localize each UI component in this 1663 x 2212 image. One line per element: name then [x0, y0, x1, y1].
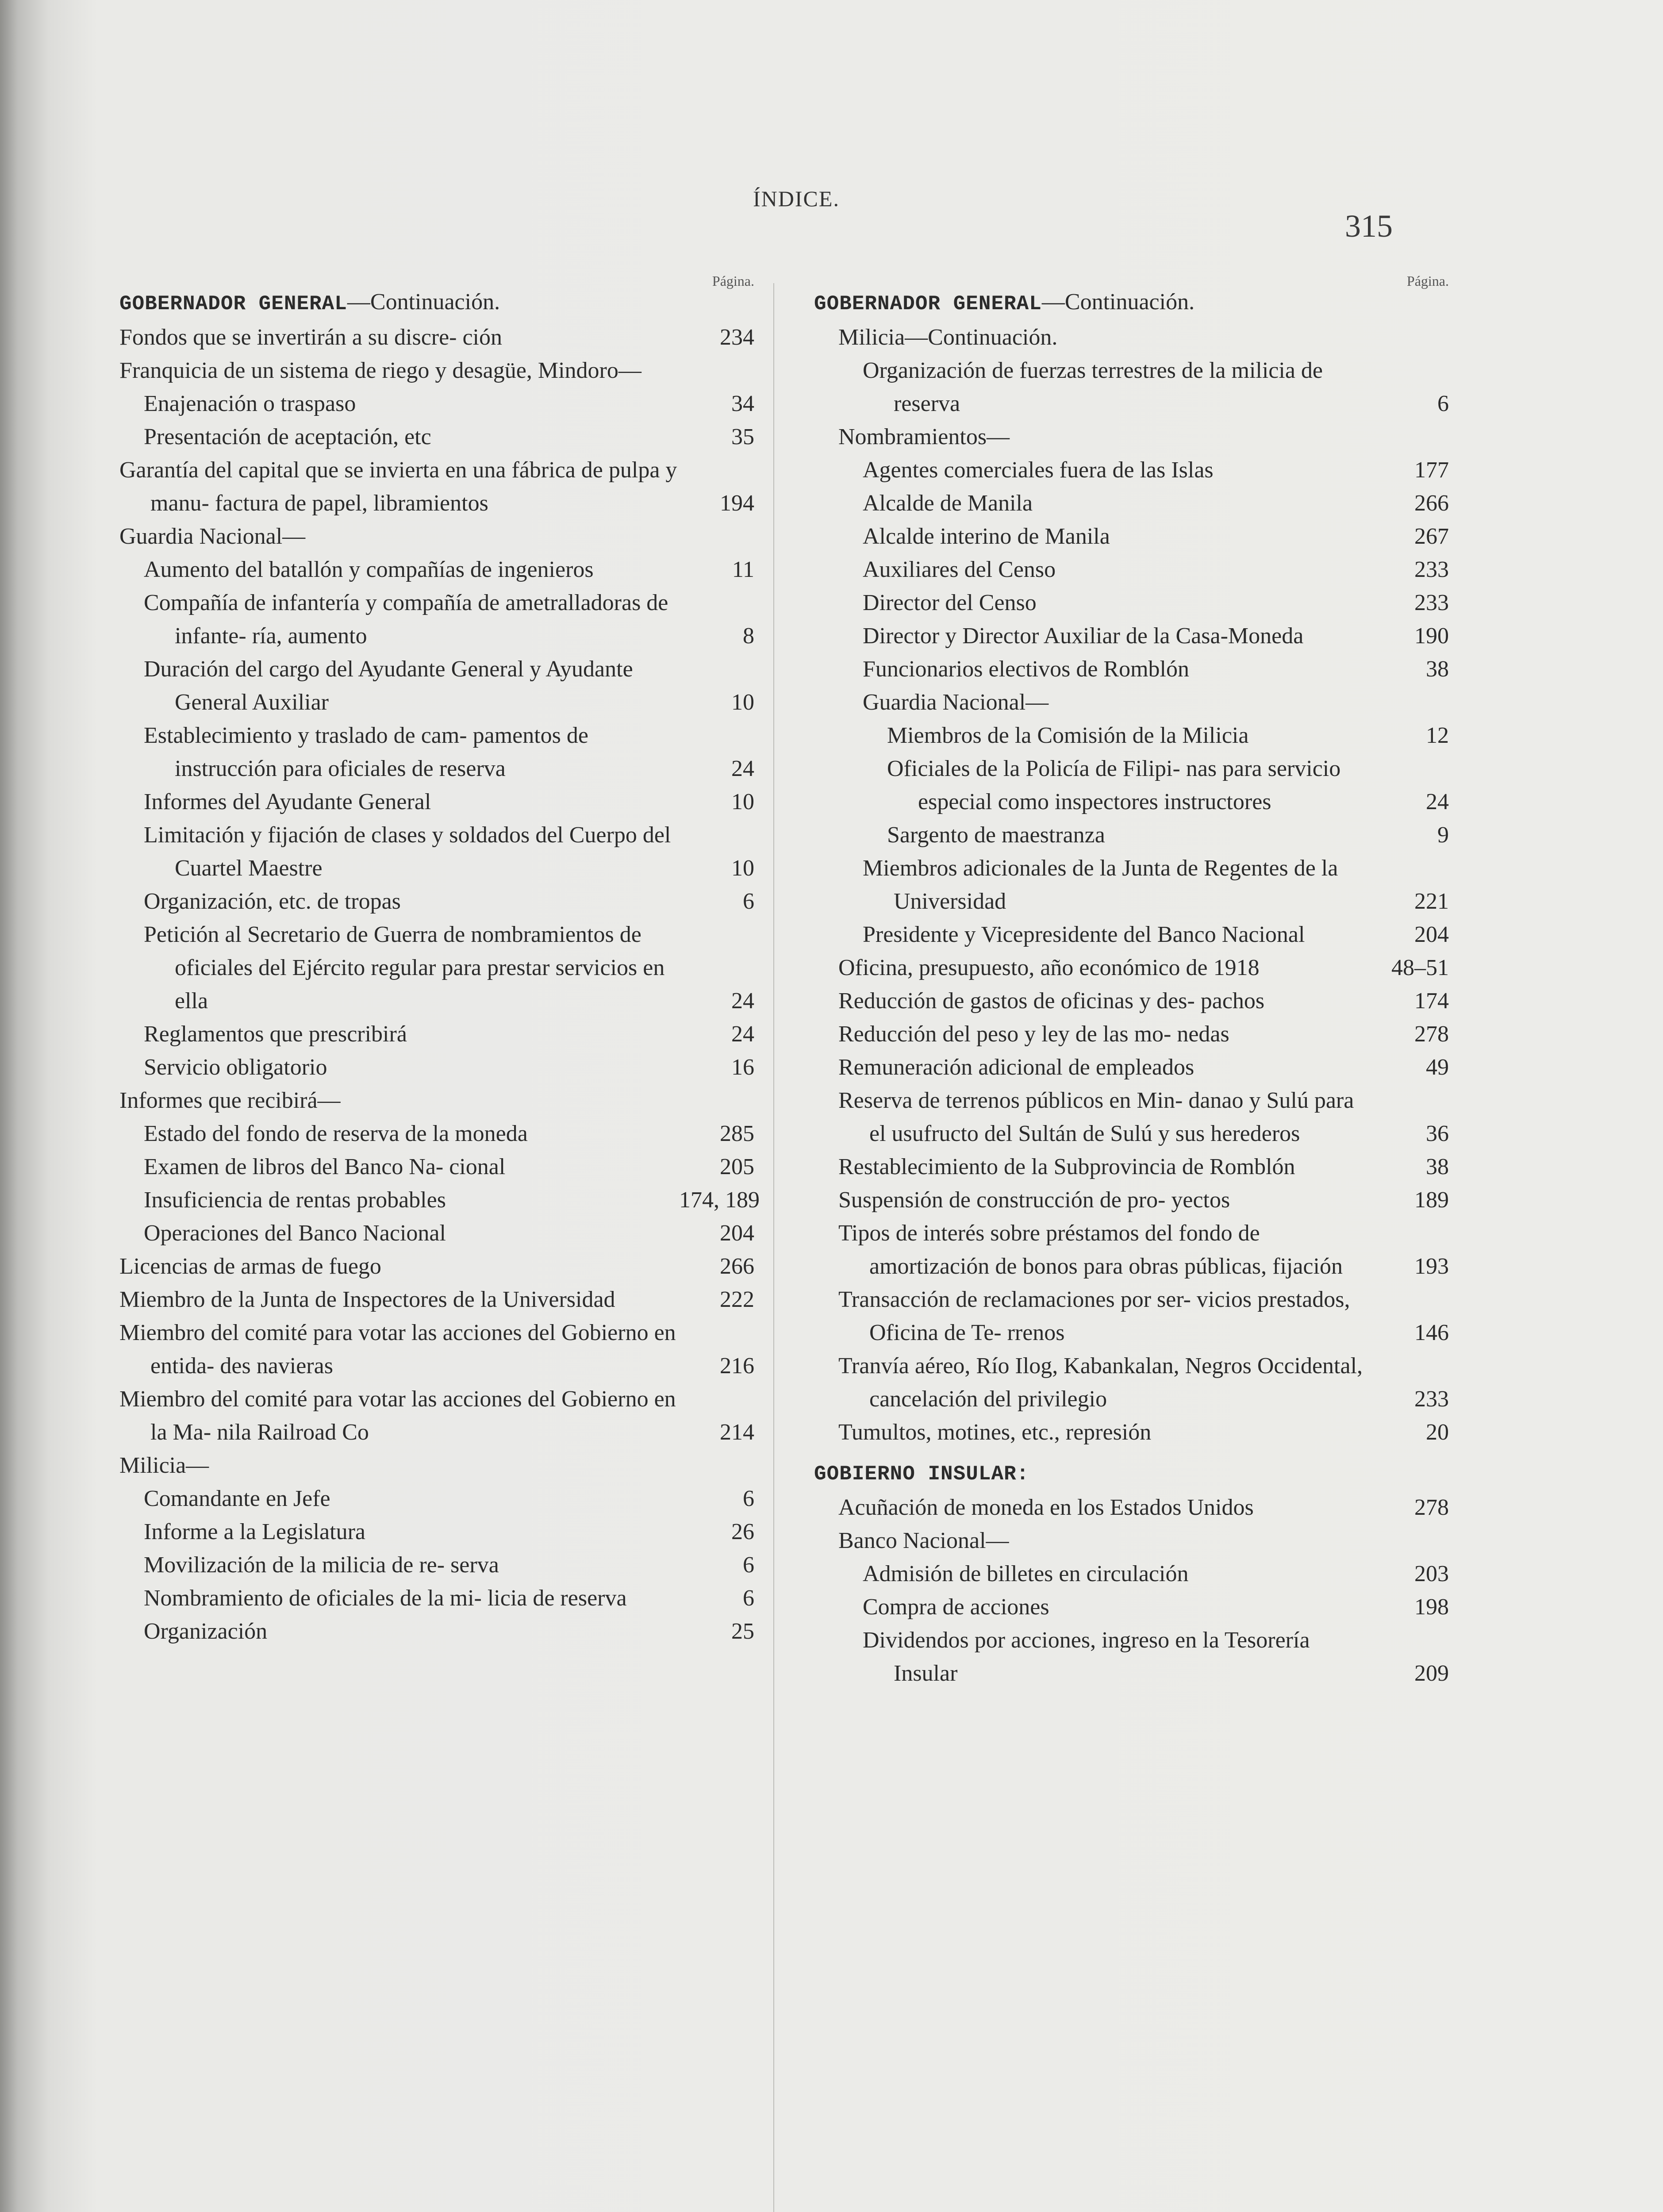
- index-entry-text: Movilización de la milicia de re- serva: [144, 1552, 499, 1578]
- page-number: 315: [1345, 208, 1393, 244]
- index-entry-page: 278: [1414, 1022, 1449, 1047]
- index-entry: [814, 453, 1449, 487]
- index-entry: [814, 1524, 1449, 1557]
- index-entry-text: Admisión de billetes en circulación: [863, 1561, 1189, 1586]
- index-entry-text: Reglamentos que prescribirá: [144, 1022, 407, 1047]
- index-entry-text: Reducción de gastos de oficinas y des- pachos: [838, 988, 1265, 1014]
- index-column-right: [814, 261, 1449, 1690]
- index-entry-page: 10: [731, 789, 754, 814]
- index-entry-text: Milicia—Continuación.: [838, 325, 1058, 350]
- index-entry-page: 174, 189: [679, 1187, 760, 1213]
- index-entry-page: 216: [720, 1353, 754, 1379]
- index-entry: [119, 1084, 754, 1117]
- index-entry: [119, 1382, 754, 1449]
- index-entry-text: Alcalde interino de Manila: [863, 524, 1110, 549]
- index-entry-page: 266: [720, 1254, 754, 1279]
- index-entry: [119, 653, 754, 719]
- index-entry-text: Alcalde de Manila: [863, 491, 1033, 516]
- index-entry-text: Fondos que se invertirán a su discre- ción: [119, 325, 503, 350]
- index-entry-text: Director y Director Auxiliar de la Casa-Moneda: [863, 623, 1304, 649]
- index-entry-text: Compra de acciones: [863, 1594, 1049, 1620]
- index-entry: [814, 951, 1449, 984]
- index-entry-text: Sargento de maestranza: [887, 822, 1105, 848]
- index-entry-page: 24: [1426, 789, 1449, 814]
- index-entry-page: 9: [1437, 822, 1449, 848]
- index-entry-page: 11: [732, 557, 754, 582]
- index-entry-text: Tranvía aéreo, Río Ilog, Kabankalan, Negros Occidental, cancelación del privilegio: [838, 1353, 1363, 1412]
- index-entry: [814, 1084, 1449, 1150]
- continuation-note: —Continuación.: [1041, 289, 1195, 315]
- index-entry-text: Presidente y Vicepresidente del Banco Nacional: [863, 922, 1305, 947]
- index-entry-text: Examen de libros del Banco Na- cional: [144, 1154, 506, 1179]
- index-entry-page: 174: [1414, 988, 1449, 1014]
- section-heading-text: GOBIERNO INSULAR:: [814, 1463, 1029, 1486]
- index-entry-page: 221: [1414, 889, 1449, 914]
- pagina-column-label: Página.: [712, 273, 754, 289]
- index-entry: [814, 1150, 1449, 1183]
- index-entry-text: Garantía del capital que se invierta en una fábrica de pulpa y manu- factura de papel, libramientos: [119, 457, 677, 516]
- index-entry-text: Miembros adicionales de la Junta de Regentes de la Universidad: [863, 856, 1338, 914]
- index-entry-text: Informes que recibirá—: [119, 1088, 341, 1113]
- index-entry-page: 146: [1414, 1320, 1449, 1345]
- index-entry-page: 278: [1414, 1495, 1449, 1520]
- index-entry: [814, 1018, 1449, 1051]
- index-entry: [814, 619, 1449, 653]
- index-entry: [119, 1515, 754, 1548]
- index-entry-text: Organización: [144, 1619, 268, 1644]
- index-entry: [119, 1250, 754, 1283]
- index-entry-text: Banco Nacional—: [838, 1528, 1009, 1553]
- index-entry-text: Transacción de reclamaciones por ser- vicios prestados, Oficina de Te- rrenos: [838, 1287, 1350, 1345]
- index-entry-text: Enajenación o traspaso: [144, 391, 356, 416]
- index-entry-page: 194: [720, 491, 754, 516]
- index-entry-text: Director del Censo: [863, 590, 1037, 615]
- index-entry-page: 26: [731, 1519, 754, 1544]
- index-entry-text: Establecimiento y traslado de cam- pamentos de instrucción para oficiales de reserva: [144, 723, 588, 781]
- index-entry-text: Tumultos, motines, etc., represión: [838, 1420, 1152, 1445]
- index-entry-page: 177: [1414, 457, 1449, 483]
- index-entry-text: Informe a la Legislatura: [144, 1519, 365, 1544]
- index-entry: [119, 1482, 754, 1515]
- index-entry-page: 38: [1426, 657, 1449, 682]
- index-entry-page: 198: [1414, 1594, 1449, 1620]
- index-entry-text: Comandante en Jefe: [144, 1486, 330, 1511]
- index-entry: [814, 1217, 1449, 1283]
- index-entry-page: 38: [1426, 1154, 1449, 1179]
- index-entry-text: Miembros de la Comisión de la Milicia: [887, 723, 1249, 748]
- index-entry-page: 204: [720, 1221, 754, 1246]
- index-entry-page: 6: [743, 1552, 754, 1578]
- index-entry: [119, 420, 754, 453]
- index-entry: [119, 1283, 754, 1316]
- index-entry-text: Tipos de interés sobre préstamos del fondo de amortización de bonos para obras públicas, fijación: [838, 1221, 1343, 1279]
- index-entry-text: Remuneración adicional de empleados: [838, 1055, 1194, 1080]
- index-entry-page: 6: [1437, 391, 1449, 416]
- index-entry-text: Informes del Ayudante General: [144, 789, 431, 814]
- index-entry-page: 6: [743, 1486, 754, 1511]
- continuation-note: —Continuación.: [347, 289, 500, 315]
- index-entry: [119, 818, 754, 885]
- index-entry-page: 233: [1414, 557, 1449, 582]
- index-entry: [119, 1449, 754, 1482]
- index-entry: [814, 1183, 1449, 1217]
- index-entry-page: 205: [720, 1154, 754, 1179]
- index-entry: [119, 918, 754, 1018]
- index-entry-page: 189: [1414, 1187, 1449, 1213]
- index-entry: [119, 885, 754, 918]
- index-entry: [119, 1051, 754, 1084]
- index-entry-page: 36: [1426, 1121, 1449, 1146]
- index-entry-page: 10: [731, 690, 754, 715]
- index-entry-text: Estado del fondo de reserva de la moneda: [144, 1121, 528, 1146]
- index-entry-text: Agentes comerciales fuera de las Islas: [863, 457, 1214, 483]
- index-entry: [814, 1491, 1449, 1524]
- section-heading-text: GOBERNADOR GENERAL: [814, 292, 1042, 315]
- index-entry: [119, 1316, 754, 1382]
- index-entry-text: Guardia Nacional—: [863, 690, 1049, 715]
- index-entry-text: Guardia Nacional—: [119, 524, 306, 549]
- index-entry-text: Reserva de terrenos públicos en Min- danao y Sulú para el usufructo del Sultán de Sulú y sus herederos: [838, 1088, 1354, 1146]
- index-entry: [814, 1051, 1449, 1084]
- index-entry: [119, 354, 754, 387]
- index-entry-text: Servicio obligatorio: [144, 1055, 327, 1080]
- index-entry-text: Organización, etc. de tropas: [144, 889, 401, 914]
- index-entry: [814, 1283, 1449, 1349]
- index-entry-page: 233: [1414, 590, 1449, 615]
- page-title: ÍNDICE.: [753, 186, 840, 211]
- index-entry-text: Oficina, presupuesto, año económico de 1918: [838, 955, 1260, 980]
- index-entry: [814, 984, 1449, 1018]
- index-entry: [119, 1217, 754, 1250]
- index-entry: [119, 586, 754, 653]
- index-entry-text: Dividendos por acciones, ingreso en la Tesorería Insular: [863, 1628, 1310, 1686]
- index-entry: [814, 818, 1449, 852]
- index-entry: [119, 719, 754, 785]
- index-entry: [119, 1117, 754, 1150]
- index-entry: [119, 553, 754, 586]
- index-entry-text: Acuñación de moneda en los Estados Unidos: [838, 1495, 1254, 1520]
- index-entry: [814, 487, 1449, 520]
- index-entry-page: 285: [720, 1121, 754, 1146]
- index-entry-page: 193: [1414, 1254, 1449, 1279]
- index-entry-page: 35: [731, 424, 754, 449]
- index-entry-text: Reducción del peso y ley de las mo- nedas: [838, 1022, 1229, 1047]
- index-entry: [119, 387, 754, 420]
- index-entry-text: Miembro de la Junta de Inspectores de la Universidad: [119, 1287, 615, 1312]
- index-entry: [119, 321, 754, 354]
- index-entry-text: Operaciones del Banco Nacional: [144, 1221, 446, 1246]
- index-entry-page: 203: [1414, 1561, 1449, 1586]
- index-entry-text: Milicia—: [119, 1453, 209, 1478]
- index-entry: [119, 1615, 754, 1648]
- index-entry: [119, 1548, 754, 1582]
- index-entry: [814, 686, 1449, 719]
- index-entry-text: Miembro del comité para votar las acciones del Gobierno en entida- des navieras: [119, 1320, 676, 1379]
- index-entry-text: Organización de fuerzas terrestres de la milicia de reserva: [863, 358, 1323, 416]
- index-entry: [814, 1624, 1449, 1690]
- index-entry-text: Insuficiencia de rentas probables: [144, 1187, 446, 1213]
- index-entry-page: 222: [720, 1287, 754, 1312]
- index-entry-page: 34: [731, 391, 754, 416]
- index-entry-page: 6: [743, 1586, 754, 1611]
- index-entry-text: Licencias de armas de fuego: [119, 1254, 381, 1279]
- index-entry: [119, 453, 754, 520]
- index-entry: [814, 420, 1449, 453]
- index-entry-page: 6: [743, 889, 754, 914]
- index-entry-text: Franquicia de un sistema de riego y desagüe, Mindoro—: [119, 358, 641, 383]
- index-entry-text: Oficiales de la Policía de Filipi- nas para servicio especial como inspectores instructores: [887, 756, 1341, 814]
- index-entry-page: 10: [731, 856, 754, 881]
- section-heading: [119, 285, 754, 321]
- index-entry: [814, 653, 1449, 686]
- index-entry-page: 266: [1414, 491, 1449, 516]
- index-entry-text: Petición al Secretario de Guerra de nombramientos de oficiales del Ejército regular para prestar servicios en ella: [144, 922, 665, 1014]
- index-entry-page: 24: [731, 988, 754, 1014]
- index-entry: [814, 1349, 1449, 1416]
- index-entry-text: Auxiliares del Censo: [863, 557, 1056, 582]
- index-entry: [814, 719, 1449, 752]
- index-entry-page: 190: [1414, 623, 1449, 649]
- section-heading: [814, 285, 1449, 321]
- index-entry: [814, 553, 1449, 586]
- index-entry: [814, 520, 1449, 553]
- index-entry: [119, 1150, 754, 1183]
- column-divider: [773, 283, 774, 2212]
- index-entry-page: 209: [1414, 1661, 1449, 1686]
- index-entry: [814, 918, 1449, 951]
- index-entry-page: 12: [1426, 723, 1449, 748]
- index-entry: [814, 1416, 1449, 1449]
- index-entry: [119, 520, 754, 553]
- index-entry-text: Restablecimiento de la Subprovincia de Romblón: [838, 1154, 1295, 1179]
- index-entry-page: 49: [1426, 1055, 1449, 1080]
- index-entry-text: Compañía de infantería y compañía de ametralladoras de infante- ría, aumento: [144, 590, 668, 649]
- index-entry: [814, 1590, 1449, 1624]
- index-entry-page: 20: [1426, 1420, 1449, 1445]
- index-entry-text: Nombramiento de oficiales de la mi- licia de reserva: [144, 1586, 627, 1611]
- index-entry: [119, 785, 754, 818]
- index-entry-text: Presentación de aceptación, etc: [144, 424, 431, 449]
- index-entry: [814, 354, 1449, 420]
- index-entry: [814, 321, 1449, 354]
- index-entry-text: Suspensión de construcción de pro- yectos: [838, 1187, 1230, 1213]
- index-entry-text: Funcionarios electivos de Romblón: [863, 657, 1190, 682]
- index-entry-text: Aumento del batallón y compañías de ingenieros: [144, 557, 594, 582]
- index-entry-page: 204: [1414, 922, 1449, 947]
- section-heading-text: GOBERNADOR GENERAL: [119, 292, 347, 315]
- index-entry: [119, 1183, 760, 1217]
- index-entry-page: 234: [720, 325, 754, 350]
- index-entry-text: Miembro del comité para votar las acciones del Gobierno en la Ma- nila Railroad Co: [119, 1386, 676, 1445]
- index-entry: [814, 752, 1449, 818]
- index-column-left: [119, 261, 760, 1648]
- index-entry-page: 8: [743, 623, 754, 649]
- index-entry: [119, 1582, 754, 1615]
- index-entry-text: Limitación y fijación de clases y soldados del Cuerpo del Cuartel Maestre: [144, 822, 671, 881]
- index-entry: [814, 852, 1449, 918]
- index-entry-page: 16: [731, 1055, 754, 1080]
- index-entry-page: 25: [731, 1619, 754, 1644]
- index-entry-page: 233: [1414, 1386, 1449, 1412]
- index-entry: [814, 1557, 1449, 1590]
- section-heading: [814, 1458, 1449, 1491]
- index-entry-text: Nombramientos—: [838, 424, 1010, 449]
- index-entry: [814, 586, 1449, 619]
- index-entry-text: Duración del cargo del Ayudante General y Ayudante General Auxiliar: [144, 657, 633, 715]
- index-entry: [119, 1018, 754, 1051]
- index-entry-page: 267: [1414, 524, 1449, 549]
- index-entry-page: 24: [731, 756, 754, 781]
- index-entry-page: 24: [731, 1022, 754, 1047]
- pagina-column-label: Página.: [1406, 273, 1449, 289]
- index-entry-page: 48–51: [1391, 955, 1449, 980]
- index-entry-page: 214: [720, 1420, 754, 1445]
